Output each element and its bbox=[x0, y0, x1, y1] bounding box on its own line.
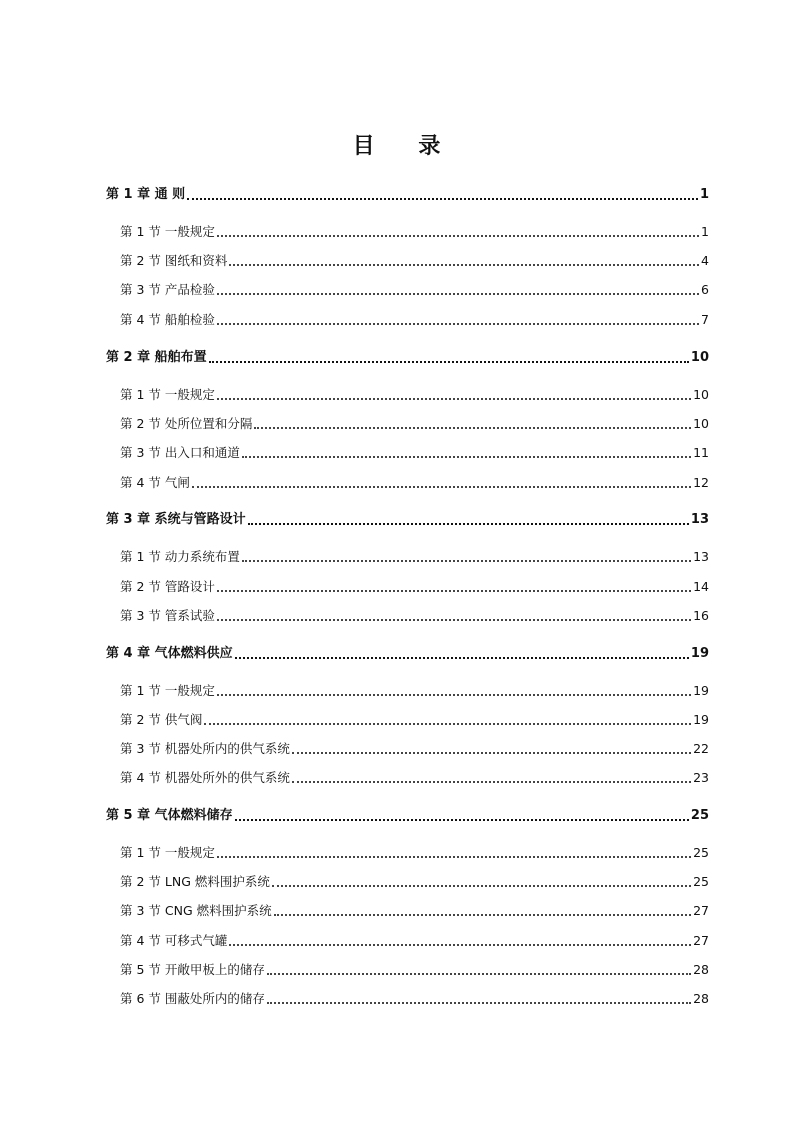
toc-entry-label: 第 3 节 产品检验 bbox=[120, 282, 215, 297]
toc-entry-label: 第 6 节 围蔽处所内的储存 bbox=[120, 991, 265, 1006]
toc-section-entry[interactable] bbox=[120, 474, 709, 492]
dot-leader bbox=[242, 456, 691, 458]
toc-entry-label: 第 1 章 通 则 bbox=[106, 187, 186, 202]
toc-section-entry[interactable] bbox=[120, 281, 709, 299]
dot-leader bbox=[274, 914, 691, 916]
dot-leader bbox=[267, 1002, 691, 1004]
toc-page-number: 14 bbox=[693, 579, 709, 594]
toc-page-number: 10 bbox=[693, 416, 709, 431]
toc-chapter-entry[interactable] bbox=[106, 349, 709, 367]
toc-page-number: 1 bbox=[699, 187, 709, 202]
toc-chapter-entry[interactable] bbox=[106, 645, 709, 663]
toc-entry-label: 第 1 节 一般规定 bbox=[120, 683, 215, 698]
toc-entry-label: 第 4 节 可移式气罐 bbox=[120, 933, 228, 948]
dot-leader bbox=[217, 398, 691, 400]
toc-page-number: 22 bbox=[693, 741, 709, 756]
toc-entry-label: 第 1 节 一般规定 bbox=[120, 845, 215, 860]
toc-section-entry[interactable] bbox=[120, 578, 709, 596]
toc-entry-label: 第 4 节 机器处所外的供气系统 bbox=[120, 770, 290, 785]
page-title: 目 录 bbox=[352, 134, 459, 159]
toc-section-entry[interactable] bbox=[120, 607, 709, 625]
toc-entry-label: 第 3 章 系统与管路设计 bbox=[106, 512, 246, 527]
toc-page-number: 16 bbox=[693, 608, 709, 623]
toc-entry-label: 第 2 节 LNG 燃料围护系统 bbox=[120, 874, 270, 889]
toc-entry-label: 第 3 节 管系试验 bbox=[120, 608, 215, 623]
toc-entry-label: 第 1 节 动力系统布置 bbox=[120, 549, 240, 564]
dot-leader bbox=[217, 619, 691, 621]
dot-leader bbox=[217, 323, 699, 325]
toc-section-entry[interactable] bbox=[120, 740, 709, 758]
toc-page-number: 28 bbox=[693, 991, 709, 1006]
toc-entry-label: 第 3 节 机器处所内的供气系统 bbox=[120, 741, 290, 756]
dot-leader bbox=[187, 198, 698, 200]
dot-leader bbox=[217, 235, 699, 237]
toc-page-number: 25 bbox=[693, 874, 709, 889]
toc-entry-label: 第 5 章 气体燃料储存 bbox=[106, 808, 233, 823]
toc-entry-label: 第 3 节 出入口和通道 bbox=[120, 445, 240, 460]
toc-section-entry[interactable] bbox=[120, 223, 709, 241]
toc-page-number: 1 bbox=[701, 224, 709, 239]
toc-chapter-entry[interactable] bbox=[106, 807, 709, 825]
toc-chapter-entry[interactable] bbox=[106, 186, 709, 204]
toc-section-entry[interactable] bbox=[120, 990, 709, 1008]
toc-entry-label: 第 1 节 一般规定 bbox=[120, 224, 215, 239]
dot-leader bbox=[292, 752, 691, 754]
dot-leader bbox=[229, 264, 699, 266]
dot-leader bbox=[209, 361, 689, 363]
dot-leader bbox=[217, 293, 699, 295]
dot-leader bbox=[204, 723, 691, 725]
toc-section-entry[interactable] bbox=[120, 711, 709, 729]
toc-page-number: 10 bbox=[693, 387, 709, 402]
toc-section-entry[interactable] bbox=[120, 932, 709, 950]
toc-page-number: 23 bbox=[693, 770, 709, 785]
toc-section-entry[interactable] bbox=[120, 415, 709, 433]
dot-leader bbox=[217, 694, 691, 696]
dot-leader bbox=[267, 973, 691, 975]
toc-page-number: 11 bbox=[693, 445, 709, 460]
toc-page-number: 13 bbox=[690, 512, 709, 527]
dot-leader bbox=[248, 523, 689, 525]
dot-leader bbox=[242, 560, 691, 562]
toc-page-number: 6 bbox=[701, 282, 709, 297]
toc-section-entry[interactable] bbox=[120, 682, 709, 700]
toc-entry-label: 第 3 节 CNG 燃料围护系统 bbox=[120, 903, 272, 918]
toc-section-entry[interactable] bbox=[120, 386, 709, 404]
dot-leader bbox=[292, 781, 691, 783]
toc-page-number: 7 bbox=[701, 312, 709, 327]
toc-entry-label: 第 2 节 图纸和资料 bbox=[120, 253, 228, 268]
toc-page-number: 19 bbox=[693, 712, 709, 727]
dot-leader bbox=[235, 819, 689, 821]
toc-entry-label: 第 2 章 船舶布置 bbox=[106, 350, 207, 365]
toc-section-entry[interactable] bbox=[120, 311, 709, 329]
toc-section-entry[interactable] bbox=[120, 961, 709, 979]
toc-entry-label: 第 5 节 开敞甲板上的储存 bbox=[120, 962, 265, 977]
dot-leader bbox=[235, 657, 689, 659]
toc-section-entry[interactable] bbox=[120, 873, 709, 891]
dot-leader bbox=[272, 885, 691, 887]
dot-leader bbox=[192, 486, 691, 488]
toc-page-number: 25 bbox=[693, 845, 709, 860]
toc-entry-label: 第 2 节 管路设计 bbox=[120, 579, 215, 594]
toc-page-number: 28 bbox=[693, 962, 709, 977]
toc-section-entry[interactable] bbox=[120, 548, 709, 566]
toc-section-entry[interactable] bbox=[120, 252, 709, 270]
dot-leader bbox=[229, 944, 691, 946]
toc-page-number: 19 bbox=[690, 646, 709, 661]
toc-page-number: 27 bbox=[693, 933, 709, 948]
toc-page-number: 27 bbox=[693, 903, 709, 918]
toc-section-entry[interactable] bbox=[120, 444, 709, 462]
toc-entry-label: 第 4 章 气体燃料供应 bbox=[106, 646, 233, 661]
toc-entry-label: 第 4 节 船舶检验 bbox=[120, 312, 215, 327]
toc-section-entry[interactable] bbox=[120, 902, 709, 920]
dot-leader bbox=[217, 590, 691, 592]
toc-page-number: 25 bbox=[690, 808, 709, 823]
toc-entry-label: 第 2 节 供气阀 bbox=[120, 712, 203, 727]
toc-page-number: 12 bbox=[693, 475, 709, 490]
dot-leader bbox=[217, 856, 691, 858]
toc-section-entry[interactable] bbox=[120, 769, 709, 787]
dot-leader bbox=[254, 427, 691, 429]
toc-entry-label: 第 2 节 处所位置和分隔 bbox=[120, 416, 253, 431]
toc-page-number: 13 bbox=[693, 549, 709, 564]
toc-section-entry[interactable] bbox=[120, 844, 709, 862]
toc-entry-label: 第 1 节 一般规定 bbox=[120, 387, 215, 402]
toc-page-number: 10 bbox=[690, 350, 709, 365]
toc-entry-label: 第 4 节 气闸 bbox=[120, 475, 190, 490]
toc-page-number: 4 bbox=[701, 253, 709, 268]
toc-page-number: 19 bbox=[693, 683, 709, 698]
toc-chapter-entry[interactable] bbox=[106, 511, 709, 529]
